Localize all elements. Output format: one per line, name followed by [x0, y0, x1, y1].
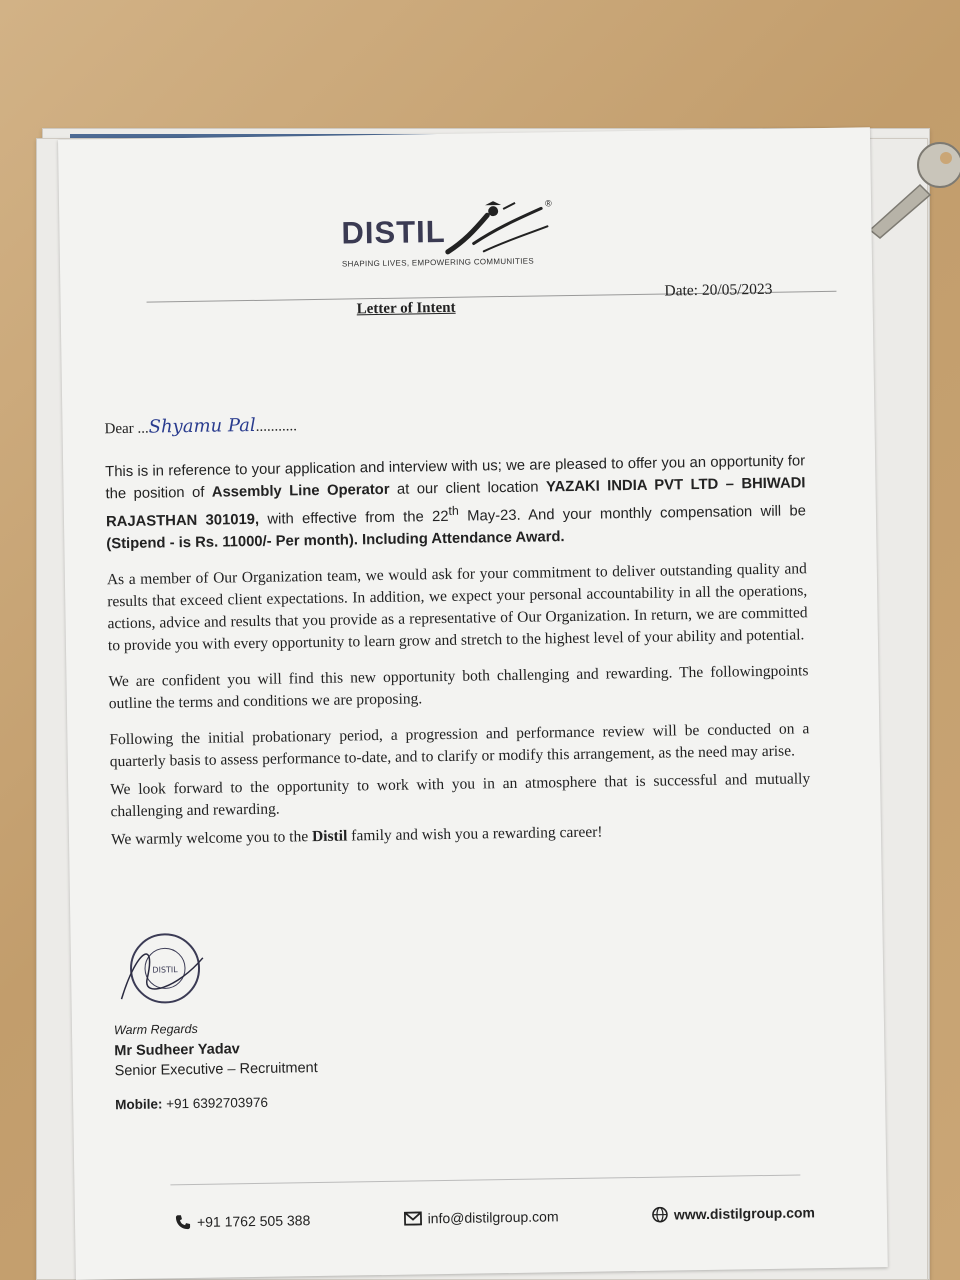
- mobile-label: Mobile:: [115, 1096, 163, 1113]
- footer-phone: [175, 1212, 311, 1230]
- footer-website: [652, 1204, 815, 1223]
- phone-icon: [175, 1214, 191, 1230]
- recipient-name: Shyamu Pal: [148, 414, 256, 438]
- salutation: [104, 414, 297, 438]
- offer-location: YAZAKI INDIA PVT LTD – BHIWADI RAJASTHAN 301019,: [105, 475, 806, 531]
- paragraph-look-forward: We look forward to the opportunity to work with you in an atmosphere that is successful and mutually challenging and rewarding.: [110, 770, 811, 821]
- letter-body: [105, 450, 811, 857]
- footer-email-text: info@distilgroup.com: [427, 1208, 559, 1227]
- welcome-text: family and wish you a rewarding career!: [347, 823, 603, 845]
- offer-role: Assembly Line Operator: [211, 481, 390, 501]
- paragraph-offer: [105, 450, 806, 555]
- paragraph-opportunity: We are confident you will find this new opportunity both challenging and rewarding. The followingpoints outline the terms and conditions we are proposing.: [108, 662, 809, 713]
- footer-email: [404, 1208, 559, 1226]
- paragraph-commitment: As a member of Our Organization team, we would ask for your commitment to deliver outstanding quality and results that exceed client expectations. In addition, we expect your personal accountability in all the operations, actions, advice and results that you provide as a representative of Our Organization. In return, we are committed to provide you with every opportunity to learn grow and stretch to the highest level of your ability and potential.: [106, 560, 808, 655]
- mobile-number: +91 6392703976: [166, 1094, 269, 1112]
- letter-date: Date: 20/05/2023: [664, 280, 773, 300]
- globe-icon: [652, 1207, 668, 1223]
- salutation-word: Dear: [104, 420, 134, 438]
- letter-page: [58, 127, 888, 1280]
- closing-regards: Warm Regards: [113, 1021, 198, 1038]
- signatory-role: Senior Executive – Recruitment: [114, 1060, 318, 1080]
- letter-footer: [175, 1204, 815, 1230]
- registered-mark: ®: [544, 198, 552, 209]
- signatory-name: Mr Sudheer Yadav: [114, 1041, 240, 1060]
- footer-divider: [170, 1174, 800, 1185]
- offer-text: at our client location: [389, 479, 547, 498]
- offer-compensation: (Stipend - is Rs. 11000/- Per month). Including Attendance Award.: [106, 529, 565, 553]
- offer-text: May-23. And your monthly compensation will be: [458, 503, 807, 525]
- paragraph-probation: Following the initial probationary period, a progression and performance review will be conducted on a quarterly basis to assess performance to-date, and to clarify or modify this arrangement, as the need may arise.: [109, 720, 810, 771]
- mail-icon: [404, 1211, 422, 1225]
- logo-tagline: SHAPING LIVES, EMPOWERING COMMUNITIES: [341, 256, 535, 269]
- welcome-brand: Distil: [311, 827, 348, 846]
- footer-phone-text: +91 1762 505 388: [196, 1212, 311, 1230]
- offer-text: with effective from the 22: [258, 508, 449, 528]
- company-seal-icon: [116, 928, 207, 1009]
- footer-website-text: www.distilgroup.com: [673, 1204, 816, 1223]
- salutation-dots: ...........: [255, 418, 298, 435]
- paragraph-welcome: [111, 818, 811, 851]
- graduate-figure-icon: [443, 200, 554, 258]
- signatory-mobile: [115, 1095, 268, 1112]
- welcome-text: We warmly welcome you to the: [110, 828, 313, 849]
- letter-title: Letter of Intent: [356, 299, 456, 318]
- offer-text: This is in reference to your application and interview with us; we are pleased to offer you an opportunity for the position of: [105, 453, 806, 503]
- distil-logo: [341, 198, 562, 277]
- salutation-dots: ...: [137, 420, 149, 437]
- svg-text:DISTIL: DISTIL: [152, 965, 178, 975]
- logo-wordmark: DISTIL: [341, 213, 446, 251]
- offer-date-suffix: th: [448, 503, 459, 518]
- key-icon: [860, 140, 960, 240]
